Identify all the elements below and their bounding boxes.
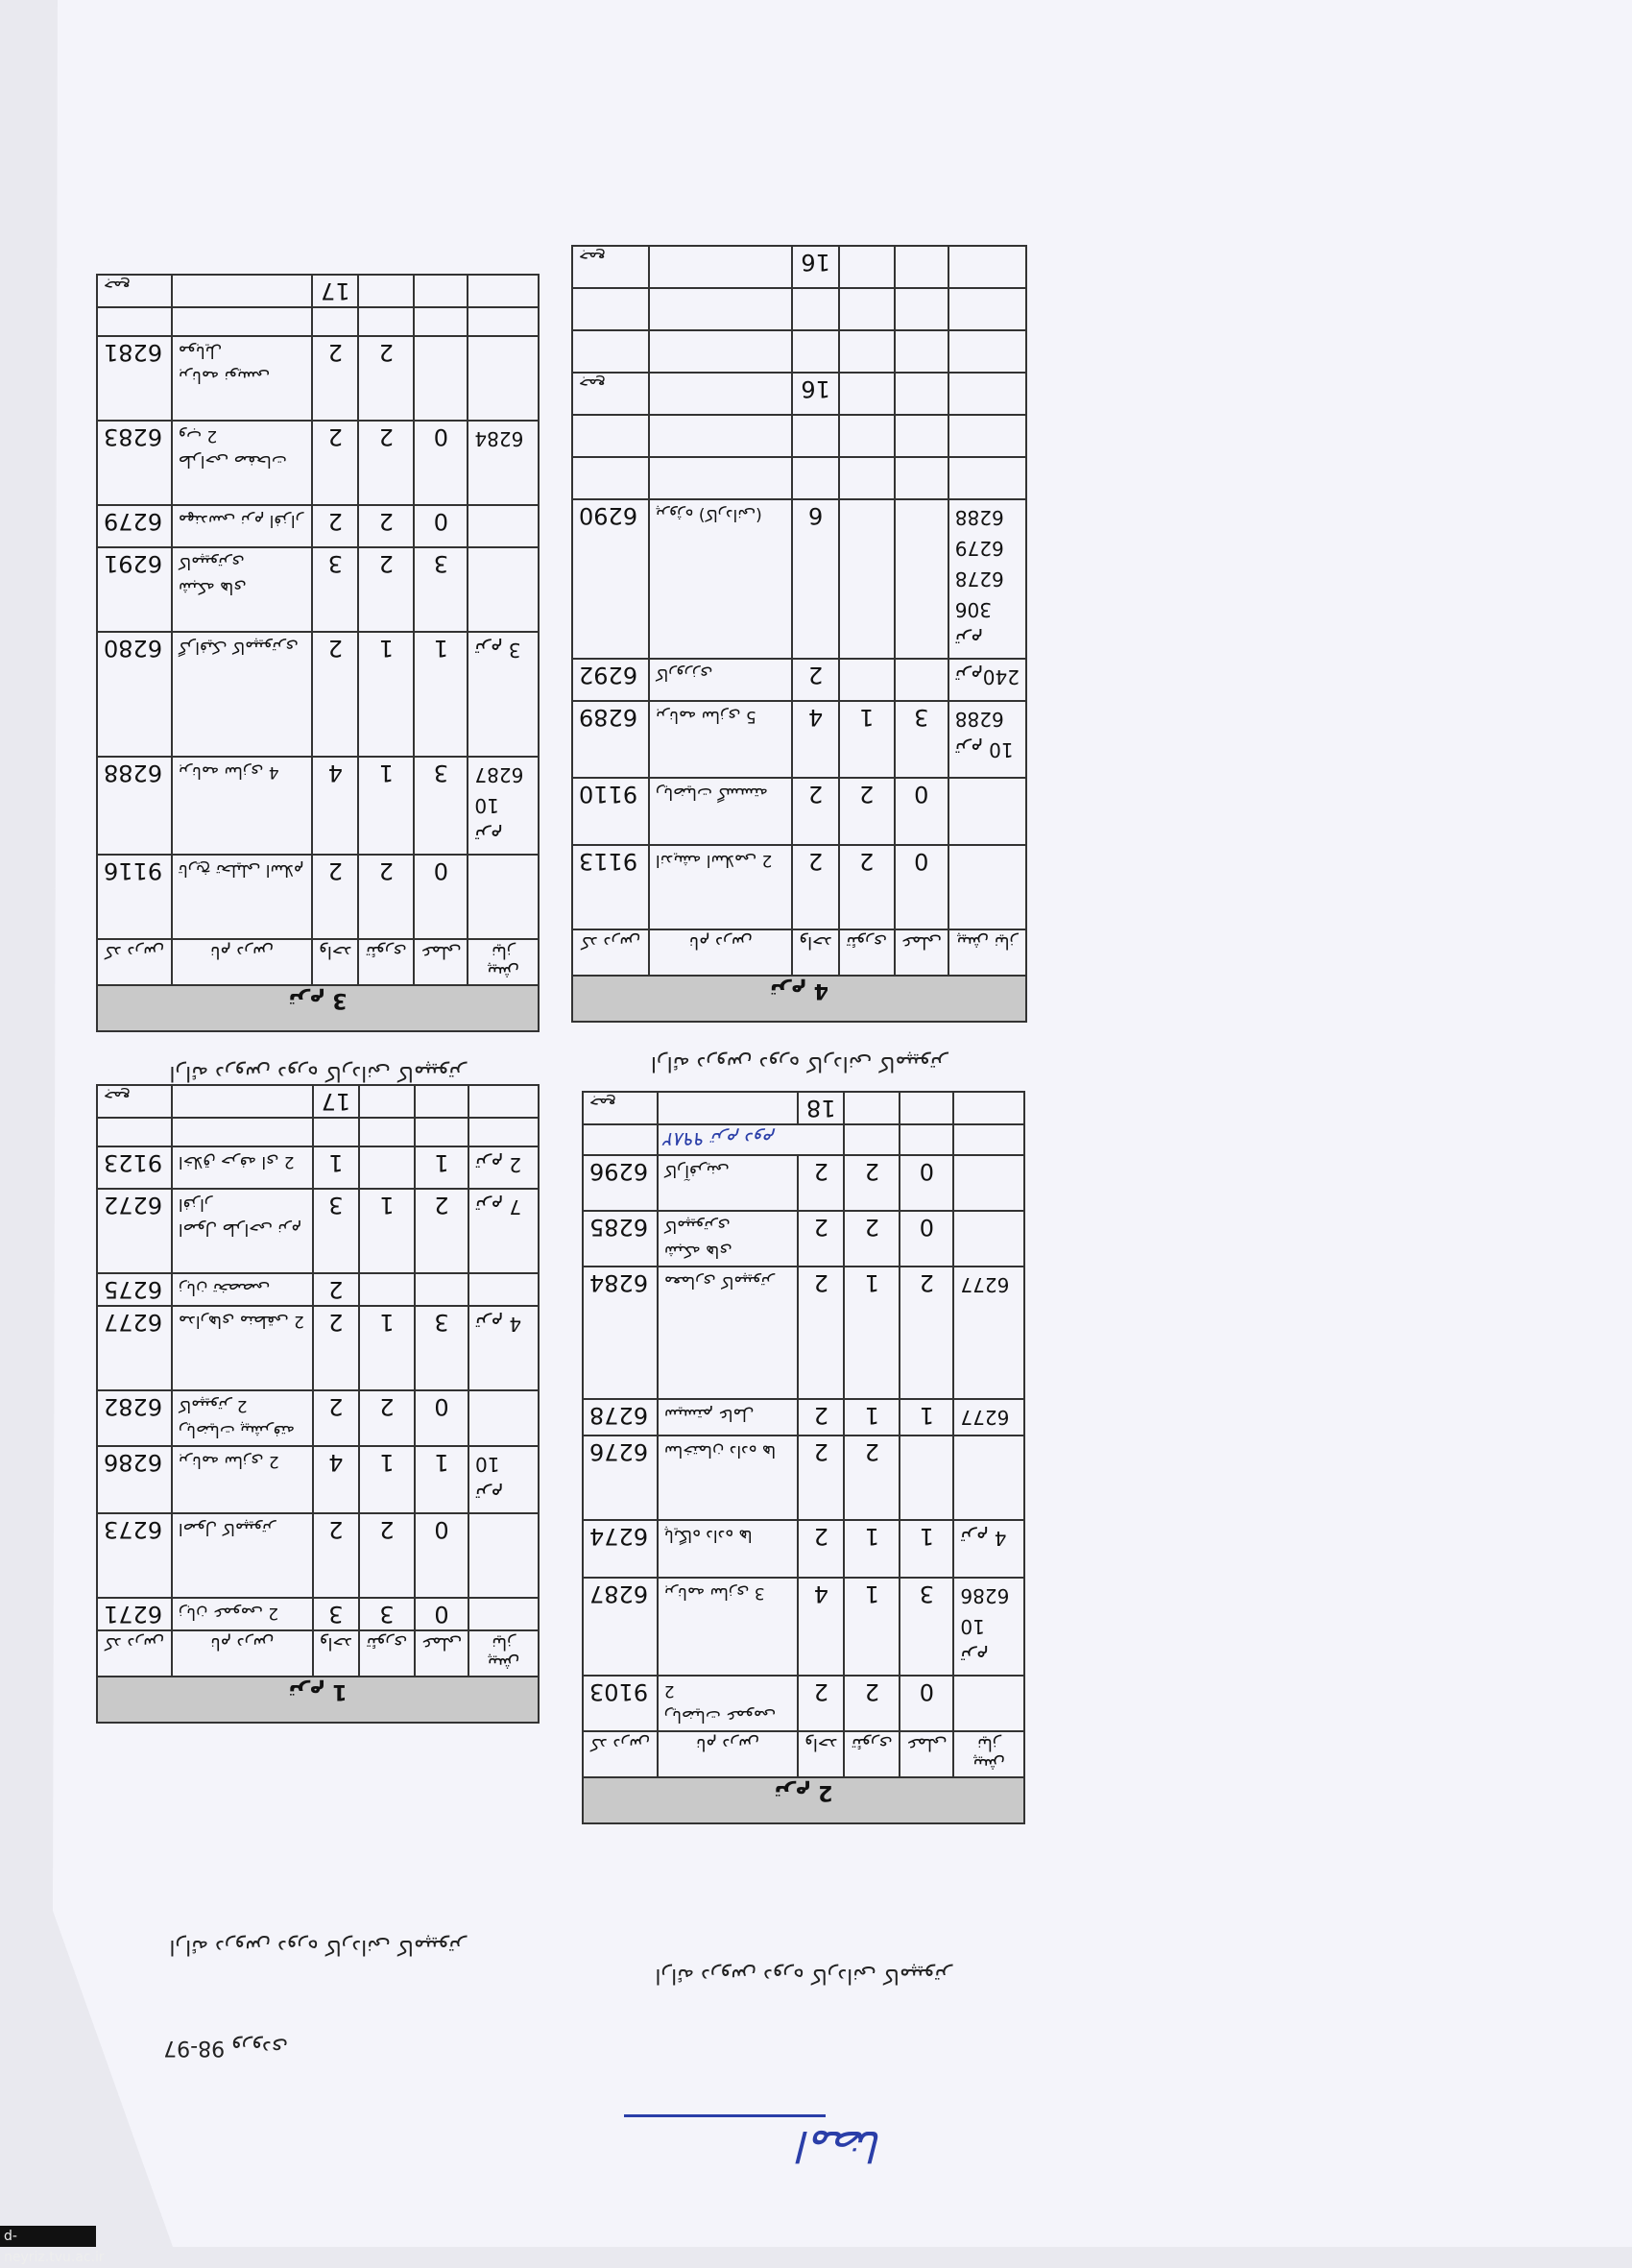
- course-name: اندیشه اسلامی 2: [649, 845, 792, 929]
- course-practical: 0: [900, 1155, 953, 1211]
- course-prereq: [468, 505, 539, 547]
- course-practical: 0: [895, 845, 948, 929]
- course-theory: 2: [844, 1155, 900, 1211]
- course-name: اصول کامپیوتر: [172, 1513, 313, 1598]
- course-practical: 3: [415, 1306, 468, 1390]
- course-theory: 2: [358, 336, 414, 421]
- col-header-name: نام درس: [172, 1630, 313, 1677]
- course-theory: 2: [358, 855, 414, 939]
- course-code: 6285: [583, 1211, 658, 1267]
- empty-row: [572, 457, 1026, 499]
- table-row: [97, 1390, 539, 1446]
- course-practical: [414, 336, 468, 421]
- col-header-name: نام درس: [658, 1731, 798, 1777]
- course-code: 6286: [97, 1446, 172, 1513]
- course-theory: 1: [359, 1446, 415, 1513]
- course-code: 6278: [583, 1399, 658, 1436]
- course-practical: 0: [415, 1513, 468, 1598]
- course-units: 4: [312, 757, 358, 855]
- col-header-prereq: پیش نیاز: [468, 939, 539, 985]
- course-prereq: [468, 855, 539, 939]
- course-code: 6275: [97, 1273, 172, 1306]
- course-prereq: ترم 10: [468, 1446, 539, 1513]
- col-header-units: واحد: [313, 1630, 359, 1677]
- course-practical: 1: [415, 1446, 468, 1513]
- course-units: 3: [312, 547, 358, 632]
- course-code: 9110: [572, 778, 649, 845]
- semester-label: ترم 2: [583, 1777, 1024, 1823]
- course-units: 2: [313, 1513, 359, 1598]
- course-name: برنامه سازی 4: [172, 757, 312, 855]
- course-name: ریاضیات گسسته: [649, 778, 792, 845]
- course-prereq: [953, 1676, 1024, 1731]
- course-code: 6292: [572, 659, 649, 701]
- col-header-code: کد درس: [572, 929, 649, 976]
- table-row: [583, 1520, 1024, 1578]
- course-practical: 3: [414, 547, 468, 632]
- course-code: 6287: [583, 1578, 658, 1676]
- course-code: 6279: [97, 505, 172, 547]
- table-row: [583, 1436, 1024, 1520]
- course-practical: 2: [415, 1189, 468, 1273]
- course-name: ریاضیات پیشرفته کامپیوتر 2: [172, 1390, 313, 1446]
- col-header-practical: عملی: [414, 939, 468, 985]
- course-prereq: ترم 2: [468, 1146, 539, 1189]
- course-code: 6277: [97, 1306, 172, 1390]
- course-theory: 3: [359, 1598, 415, 1630]
- course-name: کارآفرینی: [658, 1155, 798, 1211]
- note-row: [583, 1124, 1024, 1155]
- table-row: [97, 336, 539, 421]
- course-name: اصول طراحی نرم افزار: [172, 1189, 313, 1273]
- col-header-practical: عملی: [900, 1731, 953, 1777]
- table-row: [572, 701, 1026, 778]
- course-units: 2: [792, 778, 838, 845]
- semester-3-block: [96, 277, 540, 1085]
- empty-row: [572, 415, 1026, 457]
- course-practical: [415, 1273, 468, 1306]
- course-units: 2: [312, 632, 358, 757]
- course-units: 2: [798, 1267, 844, 1399]
- course-prereq: [953, 1211, 1024, 1267]
- course-prereq: [953, 1436, 1024, 1520]
- empty-row: [572, 288, 1026, 330]
- table-row: [97, 1189, 539, 1273]
- course-code: 6284: [583, 1267, 658, 1399]
- table-row: [583, 1676, 1024, 1731]
- course-theory: 2: [844, 1676, 900, 1731]
- course-theory: 1: [844, 1399, 900, 1436]
- course-practical: 3: [895, 701, 948, 778]
- course-theory: 2: [358, 505, 414, 547]
- table-row: [583, 1155, 1024, 1211]
- total-units: 17: [312, 275, 358, 307]
- total-label: جمع: [97, 1085, 172, 1118]
- course-name: مدارهای منطقی 2: [172, 1306, 313, 1390]
- course-name: شبکه های کامپیوتری: [172, 547, 312, 632]
- table-row: [97, 632, 539, 757]
- course-prereq: [468, 547, 539, 632]
- course-units: 2: [313, 1390, 359, 1446]
- course-units: 2: [798, 1211, 844, 1267]
- course-code: 6272: [97, 1189, 172, 1273]
- course-prereq: ترم 7: [468, 1189, 539, 1273]
- course-code: 9116: [97, 855, 172, 939]
- total-units: 17: [313, 1085, 359, 1118]
- course-theory: 1: [359, 1189, 415, 1273]
- course-prereq: 6284: [468, 421, 539, 505]
- course-practical: 1: [414, 632, 468, 757]
- course-code: 6281: [97, 336, 172, 421]
- course-prereq: [948, 845, 1026, 929]
- course-units: 2: [798, 1399, 844, 1436]
- col-header-practical: عملی: [895, 929, 948, 976]
- table-row: [97, 421, 539, 505]
- course-prereq: ترم240: [948, 659, 1026, 701]
- course-units: 6: [792, 499, 838, 659]
- course-name: سیستم عامل: [658, 1399, 798, 1436]
- course-code: 6274: [583, 1520, 658, 1578]
- course-practical: 1: [415, 1146, 468, 1189]
- course-name: طراحی صفحات وب 2: [172, 421, 312, 505]
- course-units: 2: [313, 1273, 359, 1306]
- course-units: 2: [798, 1520, 844, 1578]
- table-row: [97, 1513, 539, 1598]
- course-name: زبان عمومی 2: [172, 1598, 313, 1630]
- total-row: [572, 246, 1026, 288]
- site-watermark: d-neyriz.tvu.ac.ir: [0, 2226, 96, 2247]
- table-row: [97, 1598, 539, 1630]
- course-units: 2: [312, 421, 358, 505]
- table-row: [583, 1399, 1024, 1436]
- total-row: [97, 1085, 539, 1118]
- page-code: 98-97 ورودی: [163, 2036, 288, 2060]
- course-units: 4: [313, 1446, 359, 1513]
- course-practical: 0: [414, 421, 468, 505]
- course-name: زبان تخصصی: [172, 1273, 313, 1306]
- course-theory: [359, 1273, 415, 1306]
- course-units: 2: [792, 845, 838, 929]
- table-row: [97, 505, 539, 547]
- course-theory: 1: [844, 1578, 900, 1676]
- empty-row: [97, 307, 539, 336]
- total-label: جمع: [572, 373, 649, 415]
- semester-2-table: [582, 1091, 1025, 1824]
- course-theory: 1: [358, 632, 414, 757]
- course-code: 6280: [97, 632, 172, 757]
- empty-row: [572, 330, 1026, 373]
- course-theory: 1: [359, 1306, 415, 1390]
- table-row: [97, 1146, 539, 1189]
- course-theory: 1: [839, 701, 895, 778]
- total-label: جمع: [583, 1092, 658, 1124]
- col-header-code: کد درس: [97, 1630, 172, 1677]
- course-prereq: ترم 10 6286: [953, 1578, 1024, 1676]
- course-units: 1: [313, 1146, 359, 1189]
- course-theory: 2: [358, 547, 414, 632]
- empty-row: [97, 1118, 539, 1146]
- course-theory: 2: [359, 1513, 415, 1598]
- course-name: برنامه نویسی موبایل: [172, 336, 312, 421]
- subtotal-row: [572, 373, 1026, 415]
- course-practical: 0: [414, 855, 468, 939]
- semester-label: ترم 4: [572, 976, 1026, 1022]
- course-prereq: ترم 10 6287: [468, 757, 539, 855]
- course-name: برنامه سازی 5: [649, 701, 792, 778]
- course-practical: [895, 659, 948, 701]
- table-row: [97, 1306, 539, 1390]
- course-units: 2: [792, 659, 838, 701]
- course-prereq: ترم 4: [953, 1520, 1024, 1578]
- block-title: ارائه دروس دوره کاردانی کامپیوتر: [650, 1051, 948, 1075]
- course-code: 6282: [97, 1390, 172, 1446]
- table-row: [572, 659, 1026, 701]
- course-prereq: 6277: [953, 1399, 1024, 1436]
- total-label: جمع: [97, 275, 172, 307]
- course-prereq: [953, 1155, 1024, 1211]
- total-label: جمع: [572, 246, 649, 288]
- course-code: 6271: [97, 1598, 172, 1630]
- course-units: 4: [792, 701, 838, 778]
- col-header-prereq: پیش نیاز: [953, 1731, 1024, 1777]
- col-header-theory: تئوری: [844, 1731, 900, 1777]
- subtotal-units: 16: [792, 373, 838, 415]
- col-header-name: نام درس: [172, 939, 312, 985]
- course-units: 3: [313, 1189, 359, 1273]
- course-name: تاریخ تحلیلی اسلام: [172, 855, 312, 939]
- course-theory: 1: [844, 1267, 900, 1399]
- col-header-theory: تئوری: [359, 1630, 415, 1677]
- course-name: گرافیک کامپیوتری: [172, 632, 312, 757]
- course-code: 6273: [97, 1513, 172, 1598]
- semester-2-block: [582, 1095, 1025, 1988]
- semester-label: ترم 3: [97, 985, 539, 1031]
- signature-underline: [624, 2114, 826, 2117]
- col-header-units: واحد: [792, 929, 838, 976]
- course-name: برنامه سازی 2: [172, 1446, 313, 1513]
- semester-1-table: [96, 1084, 540, 1724]
- course-name: پایگاه داده ها: [658, 1520, 798, 1578]
- course-units: 2: [798, 1436, 844, 1520]
- col-header-practical: عملی: [415, 1630, 468, 1677]
- table-row: [583, 1267, 1024, 1399]
- total-row: [97, 275, 539, 307]
- col-header-prereq: پیش نیاز: [948, 929, 1026, 976]
- course-name: معماری کامپیوتر: [658, 1267, 798, 1399]
- course-units: 2: [313, 1306, 359, 1390]
- course-name: کارورزی: [649, 659, 792, 701]
- course-theory: [359, 1146, 415, 1189]
- course-units: 2: [798, 1155, 844, 1211]
- course-theory: 2: [839, 778, 895, 845]
- total-row: [583, 1092, 1024, 1124]
- course-theory: [839, 499, 895, 659]
- course-theory: 2: [839, 845, 895, 929]
- course-prereq: [948, 778, 1026, 845]
- course-practical: 0: [895, 778, 948, 845]
- course-theory: 1: [358, 757, 414, 855]
- course-units: 3: [313, 1598, 359, 1630]
- col-header-theory: تئوری: [358, 939, 414, 985]
- course-theory: 2: [358, 421, 414, 505]
- course-code: 6288: [97, 757, 172, 855]
- course-name: برنامه سازی 3: [658, 1578, 798, 1676]
- course-theory: 2: [844, 1211, 900, 1267]
- course-name: ساختمان داده ها: [658, 1436, 798, 1520]
- col-header-units: واحد: [312, 939, 358, 985]
- course-prereq: [468, 1390, 539, 1446]
- course-name: شبکه های کامپیوتری: [658, 1211, 798, 1267]
- course-prereq: [468, 1598, 539, 1630]
- course-code: 6276: [583, 1436, 658, 1520]
- table-row: [572, 778, 1026, 845]
- col-header-theory: تئوری: [839, 929, 895, 976]
- course-units: 2: [312, 505, 358, 547]
- block-title: ارائه دروس دوره کاردانی کامپیوتر: [169, 1061, 467, 1085]
- course-practical: 1: [900, 1520, 953, 1578]
- col-header-name: نام درس: [649, 929, 792, 976]
- course-code: 9123: [97, 1146, 172, 1189]
- course-code: 9103: [583, 1676, 658, 1731]
- course-code: 6290: [572, 499, 649, 659]
- course-name: مهندسی نرم افزار: [172, 505, 312, 547]
- handwritten-signature: امضا: [799, 2121, 883, 2170]
- table-row: [97, 1446, 539, 1513]
- course-theory: 1: [844, 1520, 900, 1578]
- course-practical: [900, 1436, 953, 1520]
- col-header-code: کد درس: [583, 1731, 658, 1777]
- course-code: 6283: [97, 421, 172, 505]
- course-practical: 0: [415, 1390, 468, 1446]
- course-code: 6289: [572, 701, 649, 778]
- col-header-prereq: پیش نیاز: [468, 1630, 539, 1677]
- table-row: [97, 855, 539, 939]
- course-code: 6291: [97, 547, 172, 632]
- course-units: 2: [798, 1676, 844, 1731]
- total-units: 16: [792, 246, 838, 288]
- course-units: 2: [312, 855, 358, 939]
- table-row: [97, 757, 539, 855]
- course-practical: 0: [415, 1598, 468, 1630]
- course-prereq: ترم 3: [468, 632, 539, 757]
- semester-1-block: [96, 1088, 540, 1959]
- total-units: 18: [798, 1092, 844, 1124]
- course-theory: [839, 659, 895, 701]
- course-practical: 0: [900, 1676, 953, 1731]
- course-practical: 3: [414, 757, 468, 855]
- course-practical: 2: [900, 1267, 953, 1399]
- semester-4-block: [571, 249, 1027, 1075]
- course-practical: 0: [414, 505, 468, 547]
- col-header-units: واحد: [798, 1731, 844, 1777]
- course-practical: 3: [900, 1578, 953, 1676]
- semester-label: ترم 1: [97, 1677, 539, 1723]
- course-prereq: ترم 306 6278 6279 6288: [948, 499, 1026, 659]
- col-header-code: کد درس: [97, 939, 172, 985]
- course-prereq: [468, 336, 539, 421]
- semester-3-table: [96, 274, 540, 1032]
- course-prereq: ترم 10 6288: [948, 701, 1026, 778]
- block-title: ارائه دروس دوره کاردانی کامپیوتر: [169, 1935, 467, 1959]
- course-prereq: ترم 4: [468, 1306, 539, 1390]
- course-name: ریاضیات عمومی 2: [658, 1676, 798, 1731]
- course-theory: 2: [844, 1436, 900, 1520]
- course-practical: 0: [900, 1211, 953, 1267]
- block-title: ارائه دروس دوره کاردانی کامپیوتر: [655, 1964, 952, 1988]
- course-practical: 1: [900, 1399, 953, 1436]
- course-units: 4: [798, 1578, 844, 1676]
- course-prereq: 6277: [953, 1267, 1024, 1399]
- semester-4-table: [571, 245, 1027, 1023]
- table-row: [97, 547, 539, 632]
- course-name: اخلاق حرفه ای 2: [172, 1146, 313, 1189]
- course-code: 9113: [572, 845, 649, 929]
- table-row: [572, 499, 1026, 659]
- table-row: [583, 1578, 1024, 1676]
- course-practical: [895, 499, 948, 659]
- handwritten-note: ۹۹۸۲ ترم دوم: [658, 1124, 845, 1155]
- course-prereq: [468, 1273, 539, 1306]
- table-row: [97, 1273, 539, 1306]
- course-prereq: [468, 1513, 539, 1598]
- table-row: [572, 845, 1026, 929]
- course-units: 2: [312, 336, 358, 421]
- table-row: [583, 1211, 1024, 1267]
- course-theory: 2: [359, 1390, 415, 1446]
- course-name: پروژه (کاردانی): [649, 499, 792, 659]
- course-code: 6296: [583, 1155, 658, 1211]
